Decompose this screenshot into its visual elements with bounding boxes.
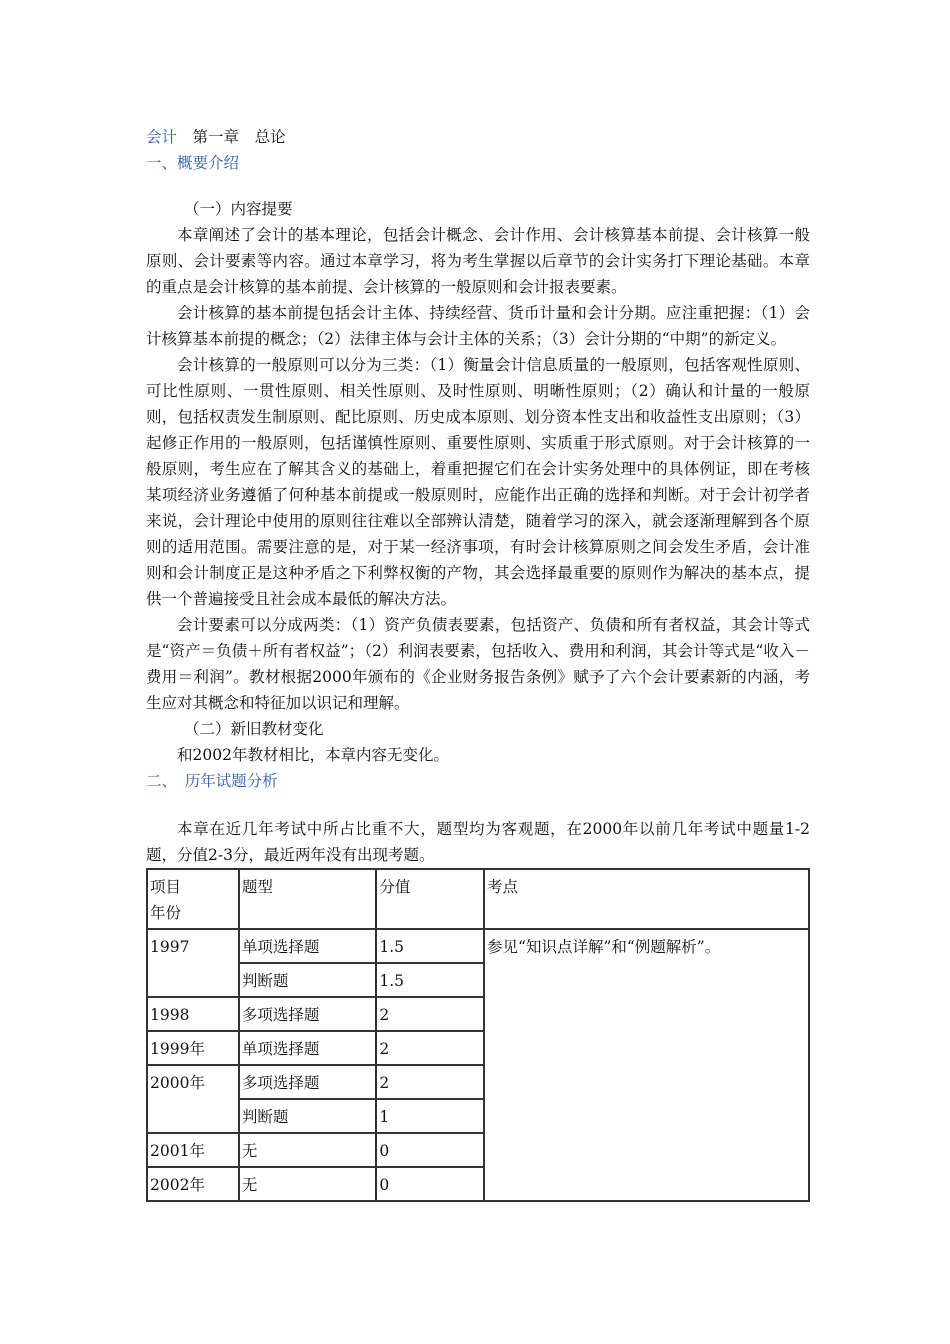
cell-score: 0 [376, 1167, 484, 1201]
cell-score: 0 [376, 1133, 484, 1167]
header-cell-type: 题型 [239, 869, 377, 929]
subsection-summary-heading: （一）内容提要 [184, 200, 293, 218]
cell-year: 1998 [147, 997, 239, 1031]
paragraph-1: 本章阐述了会计的基本理论，包括会计概念、会计作用、会计核算基本前提、会计核算一般原则、会计要素等内容。通过本章学习，将为考生掌握以后章节的会计实务打下理论基础。本章的重点是会计核算的基本前提、会计核算的一般原则和会计报表要素。 [146, 226, 810, 296]
chapter-title [146, 124, 810, 150]
section1-heading: 一、概要介绍 [146, 154, 240, 172]
cell-score: 1.5 [376, 963, 484, 997]
title-subject: 会计 [146, 128, 178, 146]
paragraph-2: 会计核算的基本前提包括会计主体、持续经营、货币计量和会计分期。应注重把握：（1）会计核算基本前提的概念；（2）法律主体与会计主体的关系；（3）会计分期的“中期”的新定义。 [146, 304, 810, 348]
title-name: 总论 [254, 128, 286, 146]
cell-score: 2 [376, 997, 484, 1031]
paragraph-3: 会计核算的一般原则可以分为三类：（1）衡量会计信息质量的一般原则，包括客观性原则、可比性原则、一贯性原则、相关性原则、及时性原则、明晰性原则；（2）确认和计量的一般原则，包括权责发生制原则、配比原则、历史成本原则、划分资本性支出和收益性支出原则；（3）起修正作用的一般原则，包括谨慎性原则、重要性原则、实质重于形式原则。对于会计核算的一般原则，考生应在了解其含义的基础上，着重把握它们在会计实务处理中的具体例证，即在考核某项经济业务遵循了何种基本前提或一般原则时，应能作出正确的选择和判断。对于会计初学者来说，会计理论中使用的原则往往难以全部辨认清楚，随着学习的深入，就会逐渐理解到各个原则的适用范围。需要注意的是，对于某一经济事项，有时会计核算原则之间会发生矛盾，会计准则和会计制度正是这种矛盾之下利弊权衡的产物，其会选择最重要的原则作为解决的基本点，提供一个普遍接受且社会成本最低的解决方法。 [146, 356, 810, 608]
cell-type: 无 [239, 1133, 377, 1167]
cell-score: 1 [376, 1099, 484, 1133]
cell-year: 2002年 [147, 1167, 239, 1201]
cell-score: 2 [376, 1031, 484, 1065]
cell-year: 2001年 [147, 1133, 239, 1167]
cell-year: 1999年 [147, 1031, 239, 1065]
cell-type: 多项选择题 [239, 997, 377, 1031]
cell-score: 1.5 [376, 929, 484, 963]
table-header-row [147, 869, 809, 929]
cell-type: 单项选择题 [239, 929, 377, 963]
header-cell-item-year: 项目 年份 [147, 869, 239, 929]
section2-intro: 本章在近几年考试中所占比重不大，题型均为客观题，在2000年以前几年考试中题量1-2题，分值2-3分，最近两年没有出现考题。 [146, 820, 810, 864]
cell-year: 1997 [147, 929, 239, 997]
table-row [147, 929, 809, 963]
paragraph-4: 会计要素可以分成两类：（1）资产负债表要素，包括资产、负债和所有者权益，其会计等式是“资产＝负债＋所有者权益”；（2）利润表要素，包括收入、费用和利润，其会计等式是“收入－费用＝利润”。教材根据2000年颁布的《企业财务报告条例》赋予了六个会计要素新的内涵，考生应对其概念和特征加以识记和理解。 [146, 616, 810, 712]
exam-history-table [146, 868, 810, 1202]
document-page [146, 124, 810, 1202]
header-cell-score: 分值 [376, 869, 484, 929]
cell-year: 2000年 [147, 1065, 239, 1133]
cell-type: 单项选择题 [239, 1031, 377, 1065]
cell-kaodian: 参见“知识点详解”和“例题解析”。 [484, 929, 809, 1201]
cell-type: 无 [239, 1167, 377, 1201]
cell-score: 2 [376, 1065, 484, 1099]
subsection-changes-heading: （二）新旧教材变化 [184, 720, 324, 738]
changes-text: 和2002年教材相比，本章内容无变化。 [177, 746, 449, 764]
section2-heading: 二、 历年试题分析 [146, 772, 278, 790]
cell-type: 判断题 [239, 963, 377, 997]
cell-type: 多项选择题 [239, 1065, 377, 1099]
header-cell-point: 考点 [484, 869, 809, 929]
cell-type: 判断题 [239, 1099, 377, 1133]
title-chapter: 第一章 [192, 128, 240, 146]
